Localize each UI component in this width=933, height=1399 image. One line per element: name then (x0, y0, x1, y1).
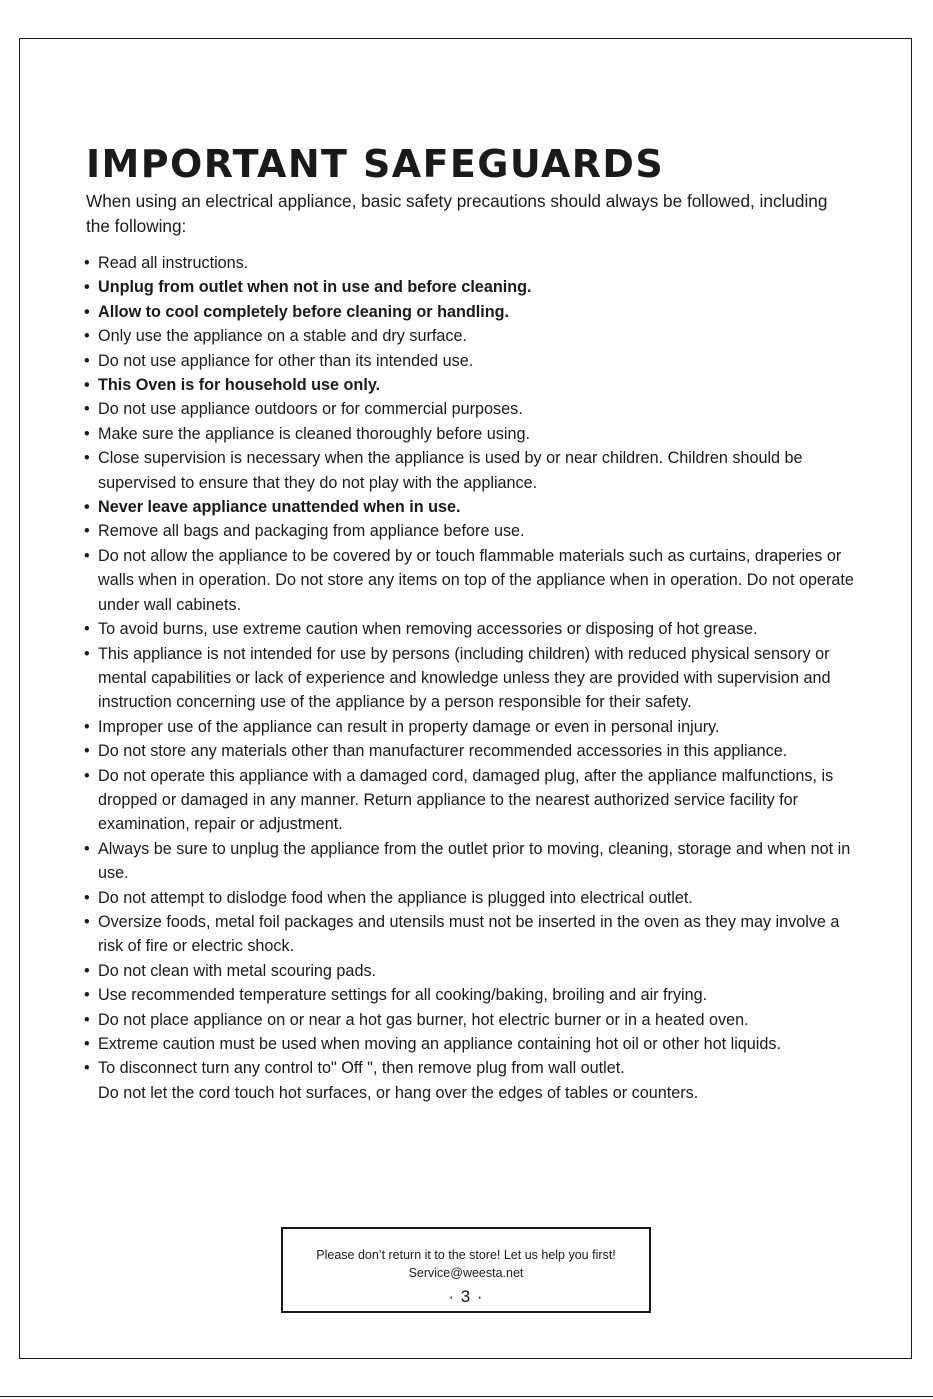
safeguard-item: • Do not use appliance outdoors or for commercial purposes. (84, 397, 854, 421)
safeguard-item: • Allow to cool completely before cleaning or handling. (84, 300, 854, 324)
safeguard-item: • Remove all bags and packaging from appliance before use. (84, 519, 854, 543)
safeguard-item: • Do not use appliance for other than its intended use. (84, 349, 854, 373)
safeguard-item: • Never leave appliance unattended when in use. (84, 495, 854, 519)
safeguard-item: • Oversize foods, metal foil packages and utensils must not be inserted in the oven as they may involve a risk of fire or electric shock. (84, 910, 854, 959)
service-box (281, 1227, 651, 1313)
safeguard-item: • Unplug from outlet when not in use and before cleaning. (84, 275, 854, 299)
safeguard-item: • Do not clean with metal scouring pads. (84, 959, 854, 983)
safeguard-item: • Only use the appliance on a stable and dry surface. (84, 324, 854, 348)
safeguard-item: • Do not place appliance on or near a hot gas burner, hot electric burner or in a heated oven. (84, 1008, 854, 1032)
safeguard-item: • Close supervision is necessary when the appliance is used by or near children. Children should be supervised to ensure that they do not play with the appliance. (84, 446, 854, 495)
bottom-rule (0, 1396, 933, 1397)
service-email: Service@weesta.net (408, 1266, 524, 1280)
safeguards-list (84, 251, 854, 1105)
safeguard-item: • Do not attempt to dislodge food when the appliance is plugged into electrical outlet. (84, 886, 854, 910)
safeguard-item: • Use recommended temperature settings for all cooking/baking, broiling and air frying. (84, 983, 854, 1007)
service-message: Please don’t return it to the store! Let us help you first! (316, 1248, 616, 1262)
safeguard-item: • Extreme caution must be used when moving an appliance containing hot oil or other hot liquids. (84, 1032, 854, 1056)
safeguard-item: • To disconnect turn any control to" Off ", then remove plug from wall outlet. Do not let the cord touch hot surfaces, or hang over the edges of tables or counters. (84, 1056, 854, 1105)
safeguard-item: • Read all instructions. (84, 251, 854, 275)
page-title: IMPORTANT SAFEGUARDS (86, 142, 665, 186)
safeguard-continuation: Do not let the cord touch hot surfaces, or hang over the edges of tables or counters. (98, 1083, 699, 1102)
page-number: · 3 · (448, 1287, 484, 1306)
intro-paragraph: When using an electrical appliance, basic safety precautions should always be followed, including the following: (86, 191, 828, 236)
safeguard-item: • This appliance is not intended for use by persons (including children) with reduced physical sensory or mental capabilities or lack of experience and knowledge unless they are provided with supervision and instruction concerning use of the appliance by a person responsible for their safety. (84, 642, 854, 715)
safeguard-item: • Do not allow the appliance to be covered by or touch flammable materials such as curtains, draperies or walls when in operation. Do not store any items on top of the appliance when in operation. Do not operate under wall cabinets. (84, 544, 854, 617)
safeguard-item: • To avoid burns, use extreme caution when removing accessories or disposing of hot grease. (84, 617, 854, 641)
safeguard-item: • This Oven is for household use only. (84, 373, 854, 397)
safeguard-item: • Improper use of the appliance can result in property damage or even in personal injury. (84, 715, 854, 739)
safeguard-item: • Make sure the appliance is cleaned thoroughly before using. (84, 422, 854, 446)
safeguard-item: • Do not operate this appliance with a damaged cord, damaged plug, after the appliance malfunctions, is dropped or damaged in any manner. Return appliance to the nearest authorized service facility for examination, repair or adjustment. (84, 764, 854, 837)
safeguard-item: • Do not store any materials other than manufacturer recommended accessories in this appliance. (84, 739, 854, 763)
safeguard-item: • Always be sure to unplug the appliance from the outlet prior to moving, cleaning, storage and when not in use. (84, 837, 854, 886)
